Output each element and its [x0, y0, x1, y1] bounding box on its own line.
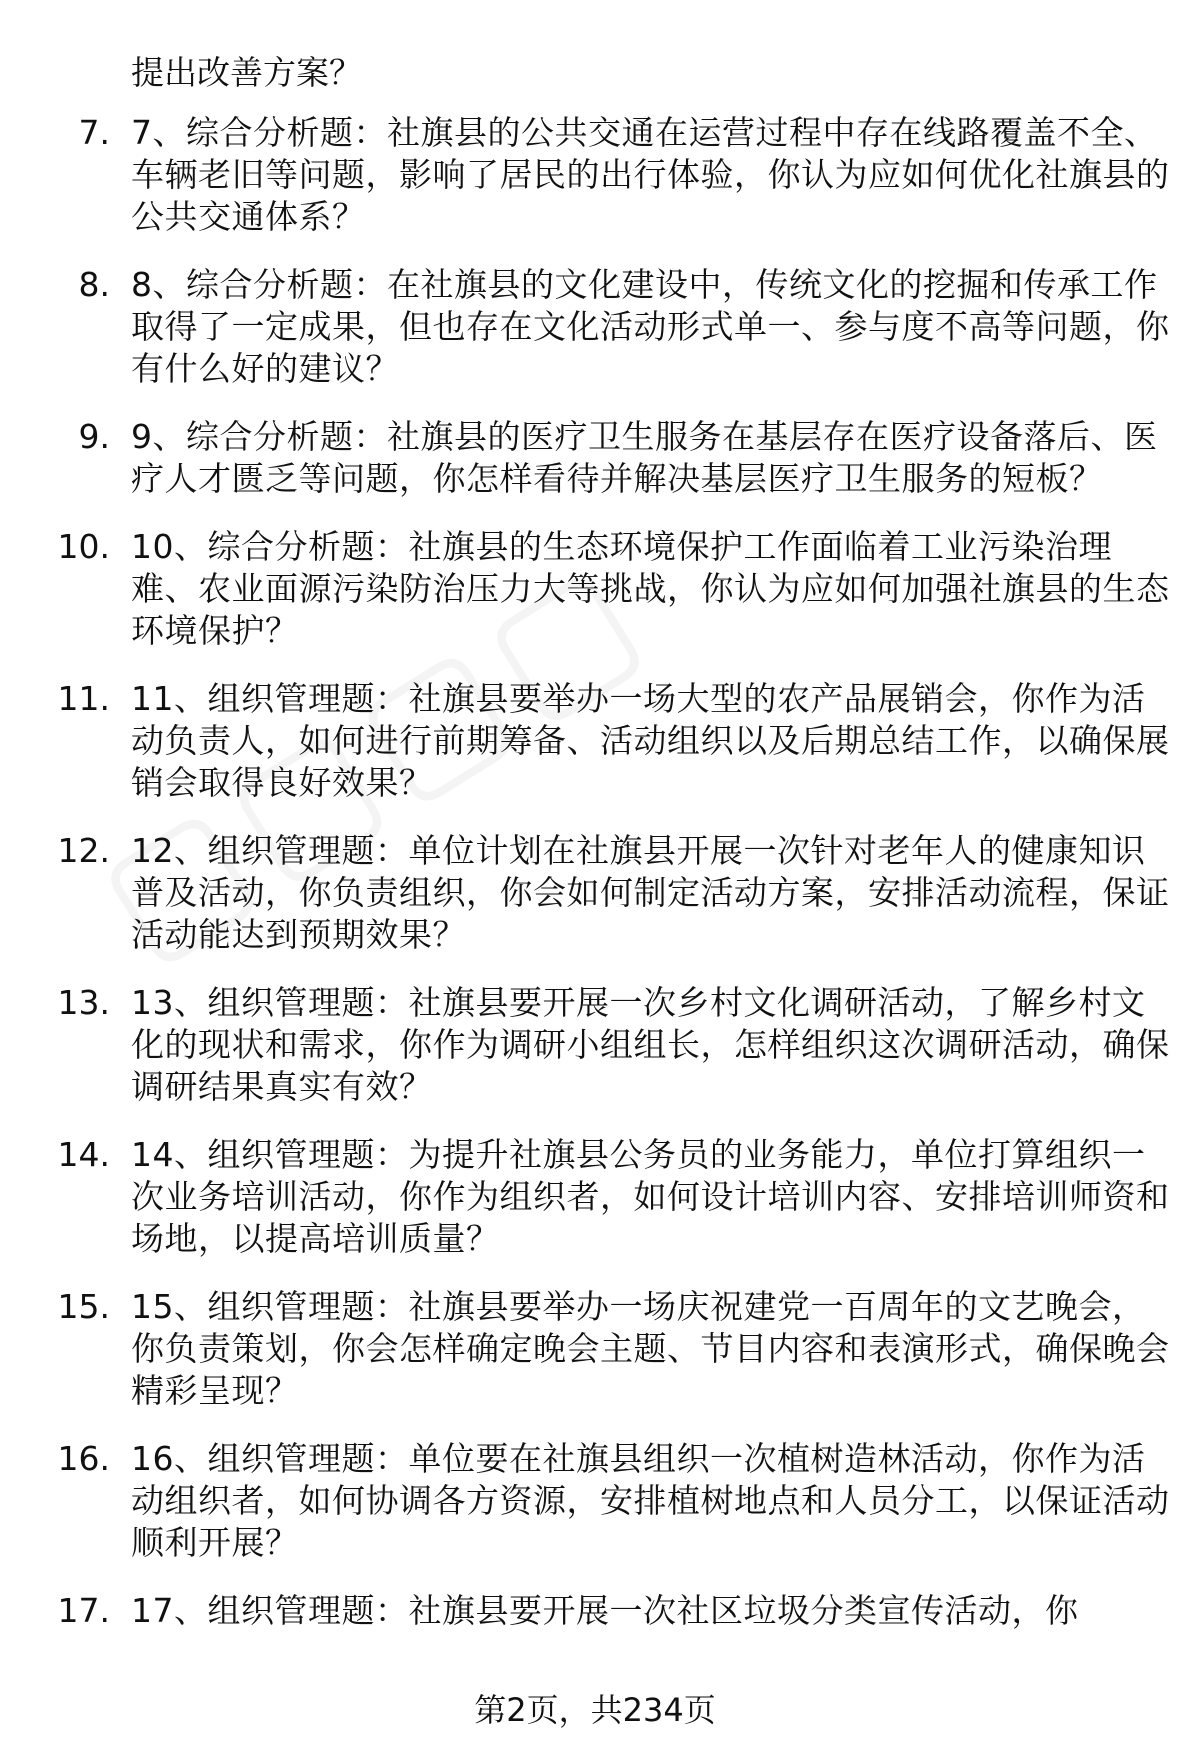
question-text: 12、组织管理题：单位计划在社旗县开展一次针对老年人的健康知识普及活动，你负责组织，你会如何制定活动方案，安排活动流程，保证活动能达到预期效果？ — [131, 831, 1170, 954]
question-item — [0, 1286, 1190, 1412]
question-item — [0, 678, 1190, 804]
question-number: 12. — [57, 831, 110, 870]
question-number: 11. — [57, 679, 110, 718]
question-number: 15. — [57, 1287, 110, 1326]
question-text: 17、组织管理题：社旗县要开展一次社区垃圾分类宣传活动，你 — [131, 1591, 1079, 1630]
question-number: 16. — [57, 1439, 110, 1478]
question-text: 10、综合分析题：社旗县的生态环境保护工作面临着工业污染治理难、农业面源污染防治压力大等挑战，你认为应如何加强社旗县的生态环境保护？ — [131, 527, 1170, 650]
question-text: 11、组织管理题：社旗县要举办一场大型的农产品展销会，你作为活动负责人，如何进行前期筹备、活动组织以及后期总结工作，以确保展销会取得良好效果？ — [131, 679, 1170, 802]
question-item — [0, 982, 1190, 1108]
question-item — [0, 264, 1190, 390]
question-number: 9. — [78, 417, 110, 456]
question-number: 14. — [57, 1135, 110, 1174]
question-list — [0, 112, 1190, 1658]
question-number: 13. — [57, 983, 110, 1022]
question-number: 10. — [57, 527, 110, 566]
question-item — [0, 1134, 1190, 1260]
question-item — [0, 1438, 1190, 1564]
question-item — [0, 526, 1190, 652]
question-item — [0, 112, 1190, 238]
question-text: 16、组织管理题：单位要在社旗县组织一次植树造林活动，你作为活动组织者，如何协调各方资源，安排植树地点和人员分工，以保证活动顺利开展？ — [131, 1439, 1170, 1562]
question-text: 15、组织管理题：社旗县要举办一场庆祝建党一百周年的文艺晚会，你负责策划，你会怎样确定晚会主题、节目内容和表演形式，确保晚会精彩呈现？ — [131, 1287, 1170, 1410]
question-text: 7、综合分析题：社旗县的公共交通在运营过程中存在线路覆盖不全、车辆老旧等问题，影响了居民的出行体验，你认为应如何优化社旗县的公共交通体系？ — [131, 113, 1170, 236]
question-item — [0, 416, 1190, 500]
question-text: 9、综合分析题：社旗县的医疗卫生服务在基层存在医疗设备落后、医疗人才匮乏等问题，你怎样看待并解决基层医疗卫生服务的短板？ — [131, 417, 1158, 498]
question-number: 7. — [78, 113, 110, 152]
continuation-text: 提出改善方案？ — [131, 53, 362, 92]
question-number: 8. — [78, 265, 110, 304]
question-text: 8、综合分析题：在社旗县的文化建设中，传统文化的挖掘和传承工作取得了一定成果，但也存在文化活动形式单一、参与度不高等问题，你有什么好的建议？ — [131, 265, 1170, 388]
question-number: 17. — [57, 1591, 110, 1630]
question-text: 13、组织管理题：社旗县要开展一次乡村文化调研活动，了解乡村文化的现状和需求，你作为调研小组组长，怎样组织这次调研活动，确保调研结果真实有效？ — [131, 983, 1170, 1106]
question-item — [0, 830, 1190, 956]
page-footer: 第2页，共234页 — [474, 1691, 716, 1729]
question-text: 14、组织管理题：为提升社旗县公务员的业务能力，单位打算组织一次业务培训活动，你作为组织者，如何设计培训内容、安排培训师资和场地，以提高培训质量？ — [131, 1135, 1170, 1258]
question-item — [0, 1590, 1190, 1632]
